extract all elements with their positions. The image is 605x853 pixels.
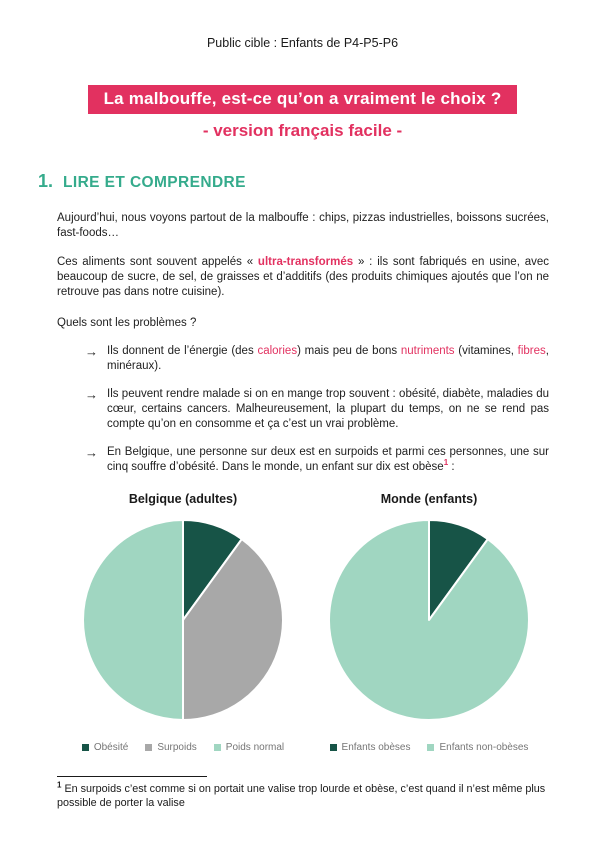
legend-swatch (427, 744, 434, 751)
footnote-marker: 1 (57, 780, 62, 790)
audience-line: Public cible : Enfants de P4-P5-P6 (206, 36, 399, 50)
paragraph-text: Ces aliments sont souvent appelés « (57, 256, 258, 268)
footnote (57, 776, 549, 810)
legend-item (214, 742, 284, 753)
legend-item (82, 742, 128, 753)
highlight-nutriments: nutriments (400, 345, 455, 357)
highlight-calories: calories (257, 345, 298, 357)
section-number: 1. (38, 171, 54, 191)
legend-swatch (214, 744, 221, 751)
footnote-separator (57, 776, 207, 777)
bullet-text: Ils donnent de l’énergie (des calories) mais peu de bons nutriments (vitamines, fibres, minéraux). (107, 345, 549, 372)
body-content (57, 211, 549, 475)
legend-item (145, 742, 196, 753)
paragraph-ultra-transformes (57, 255, 549, 300)
pie-chart-world (306, 492, 552, 753)
pie-slice (329, 520, 529, 720)
highlight-ultra-transformes: ultra-transformés (257, 256, 354, 268)
legend-item (427, 742, 528, 753)
charts-row (60, 492, 552, 753)
bullet-energie (85, 344, 549, 374)
chart-legend (82, 742, 284, 753)
bullet-text: En Belgique, une personne sur deux est en surpoids et parmi ces personnes, une sur cinq souffre d’obésité. Dans le monde, un enfant sur dix est obèse$^1$ : (107, 446, 549, 473)
paragraph-text: » : ils sont fabriqués en usine, avec beaucoup de sucre, de sel, de graisses et d’additifs (des produits chimiques ajoutés que l’on ne retrouve pas dans notre cuisine). (57, 256, 550, 298)
chart-title: Belgique (adultes) (128, 492, 238, 506)
pie-world-svg (326, 517, 532, 723)
arrow-bullet-icon: → (85, 344, 98, 359)
legend-label: Surpoids (157, 742, 197, 753)
legend-label: Enfants obèses (341, 742, 411, 753)
legend-label: Enfants non-obèses (439, 742, 529, 753)
title-banner: La malbouffe, est-ce qu’on a vraiment le choix ? (88, 85, 518, 114)
bullet-belgique (85, 445, 549, 475)
chart-title: Monde (enfants) (380, 492, 478, 506)
paragraph-text: Aujourd’hui, nous voyons partout de la malbouffe : chips, pizzas industrielles, boissons sucrées, fast-foods… (57, 212, 549, 239)
subtitle: - version français facile - (202, 121, 403, 140)
legend-swatch (330, 744, 337, 751)
highlight-fibres: fibres (517, 345, 546, 357)
legend-item (330, 742, 411, 753)
paragraph-question: Quels sont les problèmes ? (57, 317, 197, 329)
legend-label: Obésité (93, 742, 129, 753)
arrow-bullet-icon: → (85, 387, 98, 402)
pie-chart-belgium (60, 492, 306, 753)
section-title: LIRE ET COMPRENDRE (63, 174, 246, 191)
footnote-reference: 1 (443, 458, 449, 468)
chart-legend (330, 742, 529, 753)
legend-swatch (145, 744, 152, 751)
bullet-text: Ils peuvent rendre malade si on en mange trop souvent : obésité, diabète, maladies du cœur, certains cancers. Malheureusement, la plupart du temps, on ne se rend pas compte qu’on en consomme et ça c’est un vrai problème. (107, 388, 549, 430)
paragraph-intro (57, 211, 549, 241)
bullet-maladies (85, 387, 549, 432)
pie-slice (83, 520, 183, 720)
section-heading (38, 171, 605, 192)
legend-label: Poids normal (225, 742, 285, 753)
arrow-bullet-icon: → (85, 445, 98, 460)
title-banner-row (0, 85, 605, 114)
legend-swatch (82, 744, 89, 751)
footnote-text: $^1$ En surpoids c’est comme si on portait une valise trop lourde et obèse, c’est quand il n’est même plus possible de porter la valise (57, 780, 546, 809)
pie-belgium-svg (80, 517, 286, 723)
